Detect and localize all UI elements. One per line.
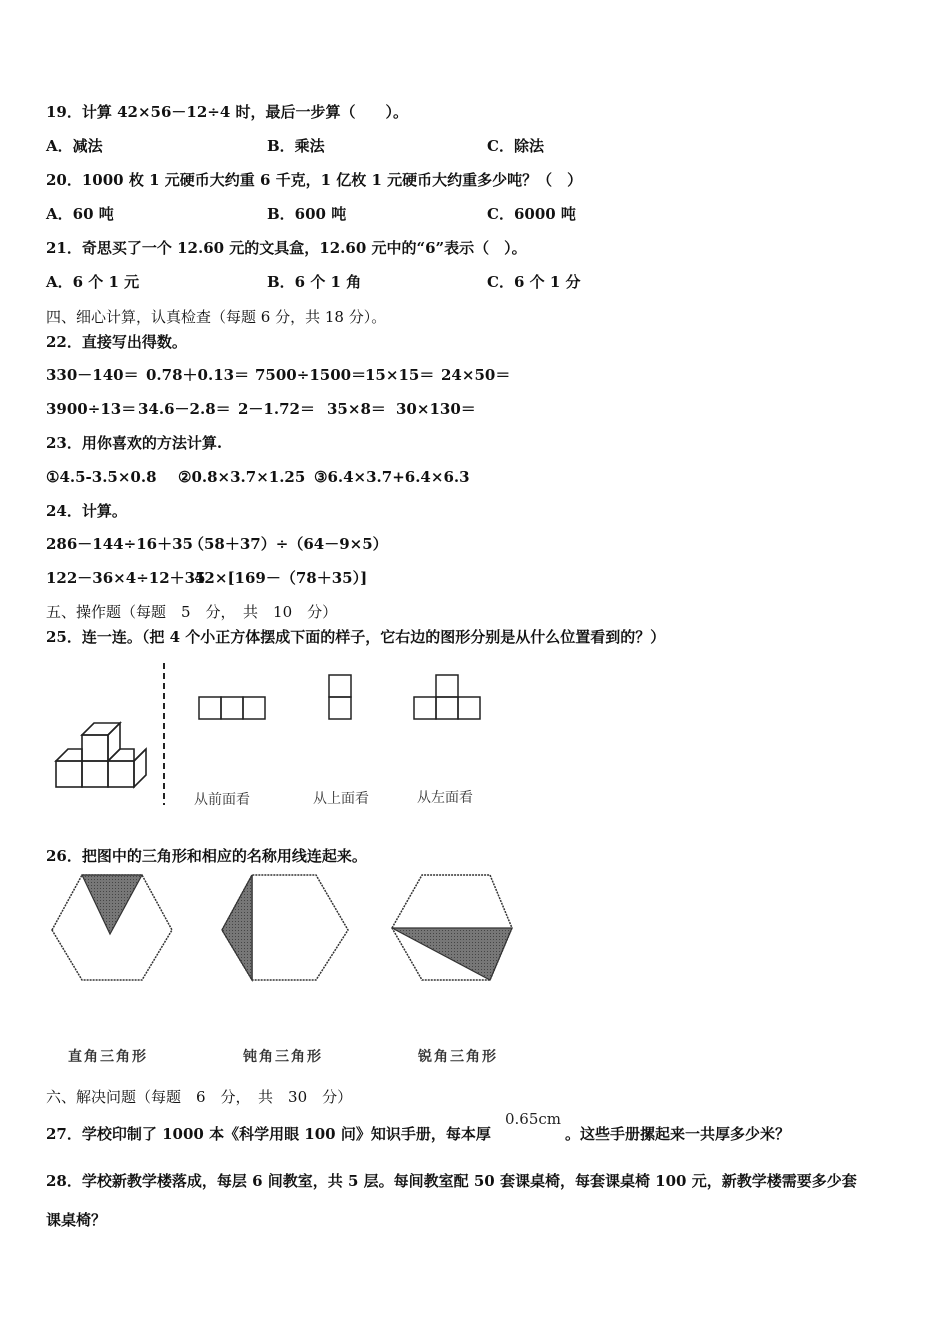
front-view-drawing [199, 697, 265, 719]
q20-option-c: C．6000 吨 [487, 205, 576, 223]
q22-calc: 34.6－2.8＝ [138, 400, 231, 418]
cube-stack-drawing [56, 723, 146, 787]
left-view-drawing [414, 675, 480, 719]
question-28-line2: 课桌椅？ [46, 1211, 107, 1229]
caption-top-view: 从上面看 [313, 791, 369, 807]
question-22: 22．直接写出得数。 [46, 333, 187, 351]
q20-option-a: A．60 吨 [46, 205, 114, 223]
q20-option-b: B．600 吨 [267, 205, 347, 223]
section-5-heading: 五、操作题（每题 5 分， 共 10 分） [46, 603, 338, 621]
q19-option-a: A．减法 [46, 137, 103, 155]
caption-right-triangle: 直角三角形 [68, 1049, 148, 1065]
hexagon-3 [392, 875, 512, 980]
q24-calc: 122－36×4÷12＋35 [46, 569, 206, 587]
q21-option-c: C．6 个 1 分 [487, 273, 581, 291]
section-4-heading: 四、细心计算，认真检查（每题 6 分，共 18 分）。 [46, 308, 387, 326]
question-25: 25．连一连。（把 4 个小正方体摆成下面的样子，它右边的图形分别是从什么位置看到的？） [46, 628, 666, 646]
question-27-text: 27．学校印制了 1000 本《科学用眼 100 问》知识手册，每本厚 [46, 1125, 491, 1143]
q22-calc: 15×15＝ [365, 366, 435, 384]
question-23: 23．用你喜欢的方法计算. [46, 434, 223, 452]
q22-calc: 0.78＋0.13＝ [146, 366, 250, 384]
hexagon-2 [222, 875, 348, 980]
caption-left-view: 从左面看 [417, 790, 473, 806]
q19-option-b: B．乘法 [267, 137, 325, 155]
hexagon-1 [52, 875, 172, 980]
question-27-text-end: 。这些手册摞起来一共厚多少米？ [565, 1125, 791, 1143]
q22-calc: 2－1.72＝ [238, 400, 315, 418]
q22-calc: 330－140＝ [46, 366, 139, 384]
acute-triangle-shape [82, 875, 142, 934]
q22-calc: 3900÷13＝ [46, 400, 137, 418]
caption-acute-triangle: 锐角三角形 [418, 1049, 498, 1065]
q22-calc: 30×130＝ [396, 400, 476, 418]
q21-option-a: A．6 个 1 元 [46, 273, 140, 291]
caption-front-view: 从前面看 [194, 792, 250, 808]
obtuse-triangle-shape [222, 875, 252, 980]
q23-item: ②0.8×3.7×1.25 [178, 468, 306, 486]
question-19: 19．计算 42×56－12÷4 时，最后一步算（ ）。 [46, 103, 409, 121]
q24-calc: 42×[169－（78＋35）] [194, 569, 368, 587]
caption-obtuse-triangle: 钝角三角形 [243, 1049, 323, 1065]
q22-calc: 35×8＝ [327, 400, 386, 418]
q21-option-b: B．6 个 1 角 [267, 273, 362, 291]
question-28-line1: 28．学校新教学楼落成，每层 6 间教室，共 5 层。每间教室配 50 套课桌椅，每套课桌椅 100 元，新教学楼需要多少套 [46, 1172, 857, 1190]
q23-item: ①4.5-3.5×0.8 [46, 468, 157, 486]
question-26: 26．把图中的三角形和相应的名称用线连起来。 [46, 847, 367, 865]
q24-calc: 286－144÷16＋35 [46, 535, 193, 553]
q24-calc: （58＋37）÷（64－9×5） [189, 535, 388, 553]
question-27-thickness: 0.65cm [505, 1110, 562, 1128]
q19-option-c: C．除法 [487, 137, 544, 155]
hexagon-triangles-figure [46, 870, 521, 985]
q23-item: ③6.4×3.7+6.4×6.3 [314, 468, 470, 486]
q22-calc: 7500÷1500＝ [255, 366, 367, 384]
question-21: 21．奇思买了一个 12.60 元的文具盒，12.60 元中的“6”表示（ ）。 [46, 239, 527, 257]
q22-calc: 24×50＝ [441, 366, 511, 384]
question-24: 24．计算。 [46, 502, 127, 520]
top-view-drawing [329, 675, 351, 719]
question-20: 20．1000 枚 1 元硬币大约重 6 千克，1 亿枚 1 元硬币大约重多少吨？（ ） [46, 171, 583, 189]
section-6-heading: 六、解决问题（每题 6 分， 共 30 分） [46, 1088, 353, 1106]
